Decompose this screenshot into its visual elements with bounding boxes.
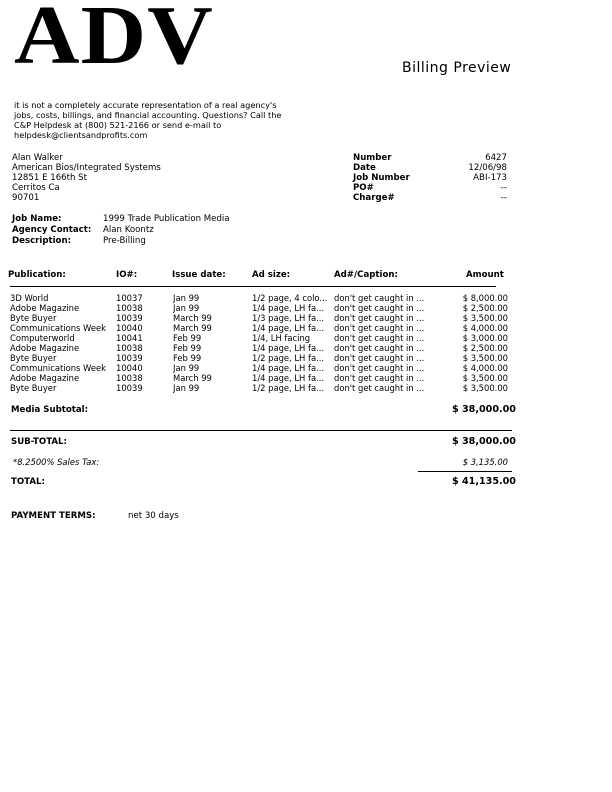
caption-cell: don't get caught in ... (334, 343, 425, 353)
table-header-divider (10, 286, 496, 287)
ad-size-cell: 1/2 page, LH fa... (252, 353, 325, 363)
table-row (0, 293, 612, 303)
caption-cell: don't get caught in ... (334, 293, 425, 303)
issue-date-cell: March 99 (173, 373, 212, 383)
invoice-meta-labels (353, 153, 410, 203)
publication-cell: Byte Buyer (10, 383, 57, 393)
ad-size-cell: 1/4 page, LH fa... (252, 303, 325, 313)
po-number: -- (500, 183, 507, 193)
ad-size-cell: 1/4 page, LH fa... (252, 363, 325, 373)
issue-date-cell: Jan 99 (173, 303, 200, 313)
caption-cell: don't get caught in ... (334, 303, 425, 313)
io-cell: 10040 (116, 323, 143, 333)
caption-cell: don't get caught in ... (334, 313, 425, 323)
io-cell: 10039 (116, 383, 143, 393)
publication-cell: Adobe Magazine (10, 303, 80, 313)
company-logo: ADV (14, 0, 214, 82)
table-row (0, 373, 612, 383)
publication-cell: 3D World (10, 293, 49, 303)
subtotal-label: SUB-TOTAL: (11, 437, 67, 447)
amount-cell: $ 3,000.00 (462, 333, 508, 343)
ad-size-cell: 1/4 page, LH fa... (252, 343, 325, 353)
caption-cell: don't get caught in ... (334, 353, 425, 363)
col-header-caption: Ad#/Caption: (334, 270, 398, 280)
number-label: Number (353, 153, 392, 163)
col-header-publication: Publication: (8, 270, 66, 280)
table-row (0, 383, 612, 393)
client-city: Cerritos Ca (12, 183, 60, 193)
amount-cell: $ 3,500.00 (462, 383, 508, 393)
publication-cell: Byte Buyer (10, 313, 57, 323)
publication-cell: Communications Week (10, 323, 106, 333)
issue-date-cell: Feb 99 (173, 353, 202, 363)
amount-cell: $ 4,000.00 (462, 323, 508, 333)
disclaimer-text: it is not a completely accurate representation of a real agency's jobs, costs, billings, and financial accounting. Questions? Call the C&P Helpdesk at (800) 521-2166 or send e-mail to helpdesk@clientsandprofits.com (14, 100, 282, 140)
agency-contact: Alan Koontz (103, 225, 154, 235)
io-cell: 10037 (116, 293, 143, 303)
agency-contact-label: Agency Contact: (12, 225, 92, 235)
issue-date-cell: Feb 99 (173, 333, 202, 343)
total-value: $ 41,135.00 (451, 476, 516, 487)
publication-cell: Adobe Magazine (10, 343, 80, 353)
amount-cell: $ 3,500.00 (462, 373, 508, 383)
charge-number: -- (500, 193, 507, 203)
description: Pre-Billing (103, 236, 146, 246)
io-cell: 10039 (116, 353, 143, 363)
amount-cell: $ 3,500.00 (462, 353, 508, 363)
date-label: Date (353, 163, 376, 173)
table-row (0, 333, 612, 343)
io-cell: 10038 (116, 303, 143, 313)
io-cell: 10038 (116, 373, 143, 383)
po-label: PO# (353, 183, 374, 193)
job-info-labels (12, 214, 91, 247)
sales-tax-value: $ 3,135.00 (462, 457, 508, 467)
media-subtotal-label: Media Subtotal: (11, 405, 89, 415)
sales-tax-label: *8.2500% Sales Tax: (13, 457, 100, 467)
amount-cell: $ 2,500.00 (462, 343, 508, 353)
total-divider (418, 471, 512, 472)
job-number-label: Job Number (353, 173, 410, 183)
issue-date-cell: March 99 (173, 323, 212, 333)
total-label: TOTAL: (11, 477, 45, 487)
table-row (0, 313, 612, 323)
caption-cell: don't get caught in ... (334, 323, 425, 333)
amount-cell: $ 4,000.00 (462, 363, 508, 373)
io-cell: 10041 (116, 333, 143, 343)
table-row (0, 343, 612, 353)
table-row (0, 353, 612, 363)
issue-date-cell: Jan 99 (173, 363, 200, 373)
io-cell: 10040 (116, 363, 143, 373)
job-name-label: Job Name: (12, 214, 62, 224)
issue-date-cell: Jan 99 (173, 383, 200, 393)
line-items (0, 293, 612, 393)
invoice-number: 6427 (485, 153, 507, 163)
caption-cell: don't get caught in ... (334, 383, 425, 393)
ad-size-cell: 1/3 page, LH fa... (252, 313, 325, 323)
caption-cell: don't get caught in ... (334, 333, 425, 343)
charge-label: Charge# (353, 193, 395, 203)
caption-cell: don't get caught in ... (334, 373, 425, 383)
client-street: 12851 E 166th St (12, 173, 88, 183)
invoice-meta-values (420, 153, 507, 203)
media-subtotal-value: $ 38,000.00 (451, 404, 516, 415)
io-cell: 10038 (116, 343, 143, 353)
ad-size-cell: 1/4 page, LH fa... (252, 373, 325, 383)
publication-cell: Computerworld (10, 333, 75, 343)
io-cell: 10039 (116, 313, 143, 323)
description-label: Description: (12, 236, 72, 246)
client-address (12, 153, 161, 203)
job-number: ABI-173 (473, 173, 507, 183)
amount-cell: $ 3,500.00 (462, 313, 508, 323)
issue-date-cell: Feb 99 (173, 343, 202, 353)
col-header-ad-size: Ad size: (252, 270, 291, 280)
client-name: Alan Walker (12, 153, 63, 163)
caption-cell: don't get caught in ... (334, 363, 425, 373)
publication-cell: Communications Week (10, 363, 106, 373)
subtotal-value: $ 38,000.00 (451, 436, 516, 447)
amount-cell: $ 8,000.00 (462, 293, 508, 303)
ad-size-cell: 1/2 page, 4 colo... (252, 293, 328, 303)
publication-cell: Adobe Magazine (10, 373, 80, 383)
table-row (0, 323, 612, 333)
ad-size-cell: 1/2 page, LH fa... (252, 383, 325, 393)
amount-cell: $ 2,500.00 (462, 303, 508, 313)
subtotal-divider (10, 430, 512, 431)
ad-size-cell: 1/4, LH facing (252, 333, 311, 343)
document-title: Billing Preview (402, 60, 512, 76)
job-info-values (103, 214, 230, 247)
client-zip: 90701 (12, 193, 40, 203)
client-company: American Bios/Integrated Systems (12, 163, 161, 173)
publication-cell: Byte Buyer (10, 353, 57, 363)
col-header-amount: Amount (466, 270, 504, 280)
issue-date-cell: Jan 99 (173, 293, 200, 303)
payment-terms-label: PAYMENT TERMS: (11, 511, 96, 521)
col-header-io: IO#: (116, 270, 138, 280)
payment-terms-value: net 30 days (128, 511, 179, 521)
job-name: 1999 Trade Publication Media (103, 214, 230, 224)
col-header-issue-date: Issue date: (172, 270, 226, 280)
invoice-date: 12/06/98 (468, 163, 507, 173)
table-row (0, 363, 612, 373)
ad-size-cell: 1/4 page, LH fa... (252, 323, 325, 333)
issue-date-cell: March 99 (173, 313, 212, 323)
table-row (0, 303, 612, 313)
